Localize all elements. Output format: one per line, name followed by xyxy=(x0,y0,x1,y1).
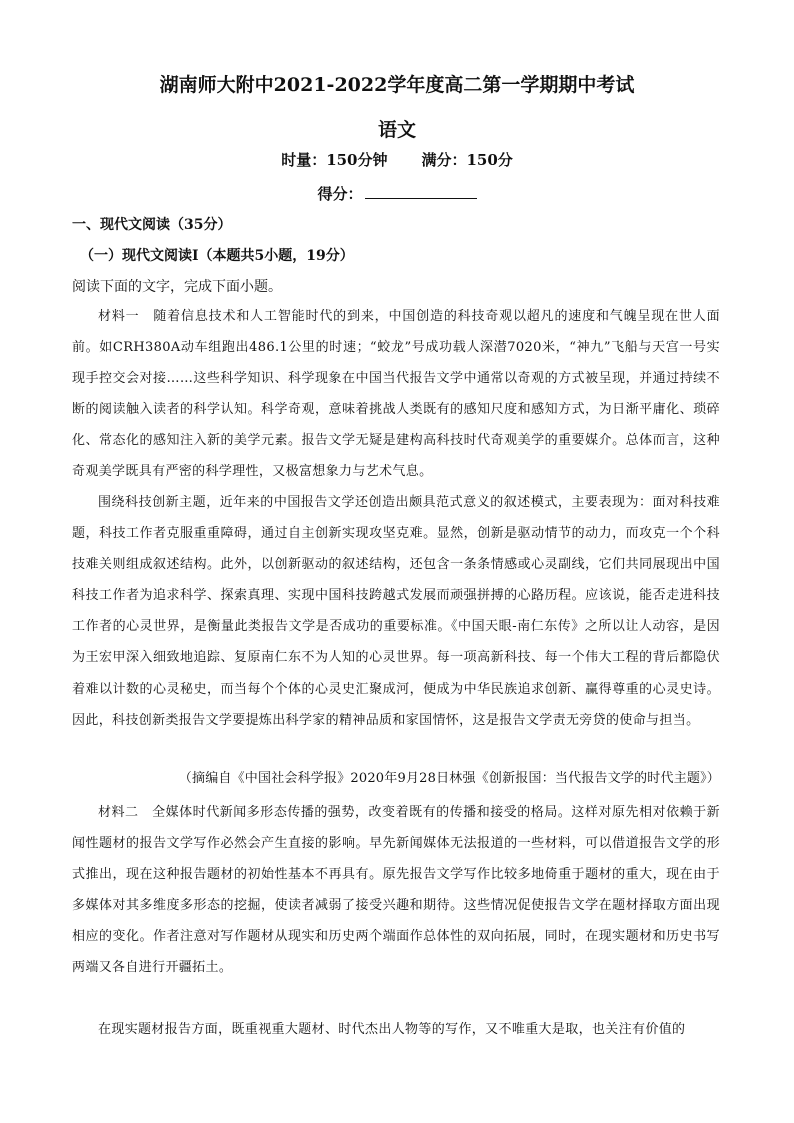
reading-instruction: 阅读下面的文字，完成下面小题。 xyxy=(72,279,282,295)
full-score: 满分：150分 xyxy=(421,151,513,169)
material-one-paragraph-2: 围绕科技创新主题，近年来的中国报告文学还创造出颇具范式意义的叙述模式，主要表现为：面对科技难题，科技工作者克服重重障碍，通过自主创新实现攻坚克难。显然，创新是驱动情节的动力，而攻克一个个科技难关则组成叙述结构。此外，以创新驱动的叙述结构，还包含一条条情感或心灵副线，它们共同展现出中国科技工作者为追求科学、探索真理、实现中国科技跨越式发展而顽强拼搏的心路历程。应该说，能否走进科技工作者的心灵世界，是衡量此类报告文学是否成功的重要标准。《中国天眼-南仁东传》之所以让人动容，是因为王宏甲深入细致地追踪、复原南仁东不为人知的心灵世界。每一项高新科技、每一个伟大工程的背后都隐伏着难以计数的心灵秘史，而当每个个体的心灵史汇聚成河，便成为中华民族追求创新、赢得尊重的心灵史诗。因此，科技创新类报告文学要提炼出科学家的精神品质和家国情怀，这是报告文学责无旁贷的使命与担当。 xyxy=(72,495,720,728)
material-two-paragraph-2: 在现实题材报告方面，既重视重大题材、时代杰出人物等的写作，又不唯重大是取，也关注有价值的 xyxy=(98,1022,686,1037)
score-label: 得分： xyxy=(317,185,363,203)
source-citation: （摘编自《中国社会科学报》2020年9月28日林强《创新报国：当代报告文学的时代主题》） xyxy=(178,771,720,786)
exam-info xyxy=(0,149,794,170)
score-blank xyxy=(365,197,477,199)
exam-title: 湖南师大附中2021-2022学年度高二第一学期期中考试 xyxy=(159,74,635,96)
subject-title: 语文 xyxy=(377,119,416,141)
material-one-paragraph: 材料一 随着信息技术和人工智能时代的到来，中国创造的科技奇观以超凡的速度和气魄呈现在世人面前。如CRH380A动车组跑出486.1公里的时速；“蛟龙”号成功载人深潜7020米，“神九”飞船与天宫一号实现手控交会对接……这些科学知识、科学现象在中国当代报告文学中通常以奇观的方式被呈现，并通过持续不断的阅读触入读者的科学认知。科学奇观，意味着挑战人类既有的感知尺度和感知方式，为日渐平庸化、琐碎化、常态化的感知注入新的美学元素。报告文学无疑是建构高科技时代奇观美学的重要媒介。总体而言，这种奇观美学既具有严密的科学理性，又极富想象力与艺术气息。 xyxy=(72,309,720,480)
material-two-paragraph: 材料二 全媒体时代新闻多形态传播的强势，改变着既有的传播和接受的格局。这样对原先相对依赖于新闻性题材的报告文学写作必然会产生直接的影响。早先新闻媒体无法报道的一些材料，可以借道报告文学的形式推出，现在这种报告题材的初始性基本不再具有。原先报告文学写作比较多地倚重于题材的重大，现在由于多媒体对其多维度多形态的挖掘，使读者减弱了接受兴趣和期待。这些情况促使报告文学在题材择取方面出现相应的变化。作者注意对写作题材从现实和历史两个端面作总体性的双向拓展，同时，在现实题材和历史书写两端又各自进行开疆拓土。 xyxy=(72,805,720,976)
section-heading: 一、现代文阅读（35分） xyxy=(72,217,232,233)
score-line xyxy=(0,183,794,204)
time-limit: 时量：150分钟 xyxy=(281,151,388,169)
subsection-heading: （一）现代文阅读Ⅰ（本题共5小题，19分） xyxy=(80,248,354,264)
